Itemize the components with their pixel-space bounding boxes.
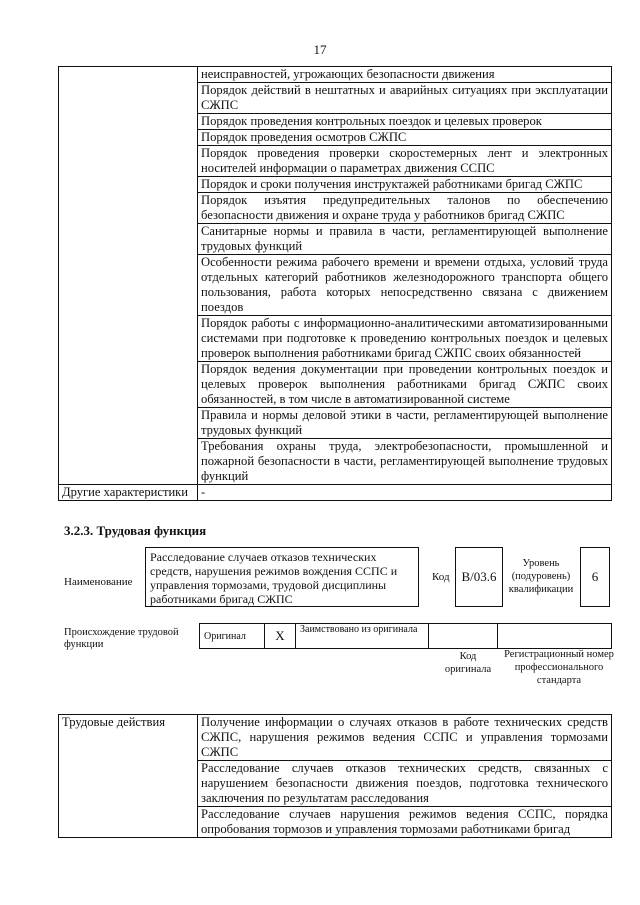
table-row xyxy=(59,67,612,83)
list-item: Расследование случаев нарушения режимов ведения ССПС, порядка опробования тормозов и управления тормозами работниками бригад xyxy=(198,807,612,838)
qualification-level-value: 6 xyxy=(580,547,610,607)
list-item: Порядок работы с информационно-аналитическими автоматизированными системами при подготовке к проведению контрольных поездок и целевых проверок выполнения работниками бригад СЖПС своих обязанностей xyxy=(198,316,612,362)
list-item: Порядок изъятия предупредительных талонов по обеспечению безопасности движения и охране труда у работников бригад СЖПС xyxy=(198,193,612,224)
list-item: Расследование случаев отказов технических средств, связанных с нарушением безопасности движения поездов, подготовка технического заключения по результатам расследования xyxy=(198,761,612,807)
qualification-level-label: Уровень (подуровень) квалификации xyxy=(508,558,574,595)
name-label: Наименование xyxy=(64,576,133,588)
borrowed-label: Заимствовано из оригинала xyxy=(296,624,429,649)
list-item: Порядок действий в нештатных и аварийных ситуациях при эксплуатации СЖПС xyxy=(198,83,612,114)
table-row xyxy=(59,715,612,761)
original-label: Оригинал xyxy=(200,624,265,649)
list-item: Требования охраны труда, электробезопасности, промышленной и пожарной безопасности в части, регламентирующей выполнение трудовых функций xyxy=(198,439,612,485)
list-item: Порядок проведения контрольных поездок и целевых проверок xyxy=(198,114,612,130)
continuation-table xyxy=(58,66,612,501)
list-item: Порядок ведения документации при проведении контрольных поездок и целевых проверок выполнения работниками бригад СЖПС своих обязанностей, в том числе в автоматизированной системе xyxy=(198,362,612,408)
list-item: Санитарные нормы и правила в части, регламентирующей выполнение трудовых функций xyxy=(198,224,612,255)
list-item: Порядок проведения осмотров СЖПС xyxy=(198,130,612,146)
page-number: 17 xyxy=(313,42,327,57)
origin-label: Происхождение трудовой функции xyxy=(64,627,179,650)
list-item: Порядок и сроки получения инструктажей работниками бригад СЖПС xyxy=(198,177,612,193)
label-cell xyxy=(59,67,198,485)
registration-number-cell xyxy=(498,624,612,649)
actions-table xyxy=(58,714,612,838)
original-code-cell xyxy=(429,624,498,649)
other-characteristics-value: - xyxy=(198,485,612,501)
code-label: Код xyxy=(432,571,450,583)
registration-number-caption: Регистрационный номер профессионального стандарта xyxy=(504,649,614,686)
origin-table xyxy=(199,623,612,649)
list-item: Особенности режима рабочего времени и времени отдыха, условий труда отдельных категорий работников железнодорожного транспорта общего пользования, работа которых непосредственно связана с движением поездов xyxy=(198,255,612,316)
other-characteristics-label: Другие характеристики xyxy=(59,485,198,501)
table-row xyxy=(200,624,612,649)
list-item: Порядок проведения проверки скоростемерных лент и электронных носителей информации о параметрах движения ССПС xyxy=(198,146,612,177)
function-code: B/03.6 xyxy=(455,547,503,607)
original-mark: X xyxy=(265,624,296,649)
list-item: неисправностей, угрожающих безопасности движения xyxy=(198,67,612,83)
actions-label: Трудовые действия xyxy=(59,715,198,838)
original-code-caption: Код оригинала xyxy=(444,651,492,675)
list-item: Получение информации о случаях отказов в работе технических средств СЖПС, нарушения режимов ведения ССПС и управления тормозами СЖПС xyxy=(198,715,612,761)
list-item: Правила и нормы деловой этики в части, регламентирующей выполнение трудовых функций xyxy=(198,408,612,439)
section-heading: 3.2.3. Трудовая функция xyxy=(64,523,207,538)
function-name: Расследование случаев отказов технических средств, нарушения режимов вождения ССПС и управления тормозами, трудовой дисциплины работниками бригад СЖПС xyxy=(145,547,419,607)
table-row xyxy=(59,485,612,501)
